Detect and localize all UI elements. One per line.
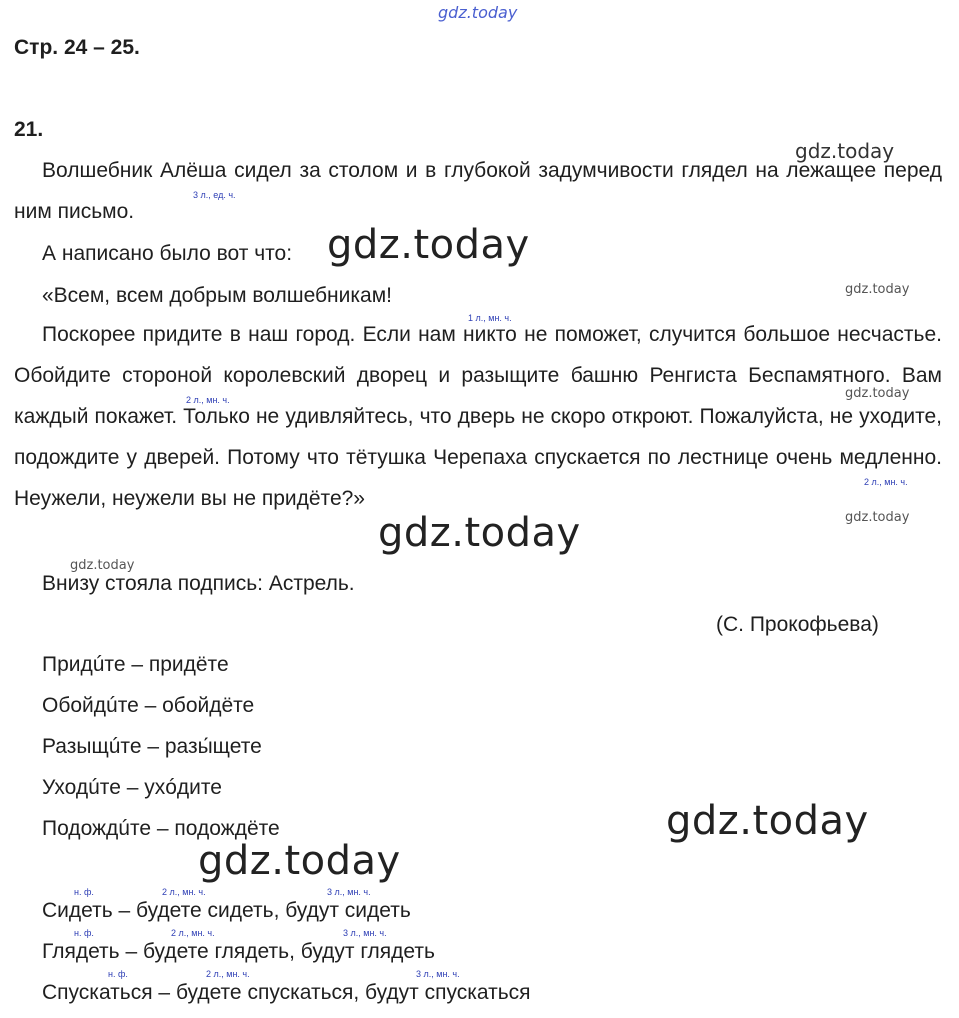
conjugation-line: Глядеть – будете глядеть, будут глядеть bbox=[42, 940, 435, 963]
watermark: gdz.today bbox=[795, 139, 895, 163]
story-signature: Внизу стояла подпись: Астрель. bbox=[42, 572, 355, 595]
grammar-note: 2 л., мн. ч. bbox=[171, 928, 215, 938]
task-number: 21. bbox=[14, 118, 44, 141]
verb-pair: Уходúте – ухóдите bbox=[42, 776, 222, 799]
page-reference: Стр. 24 – 25. bbox=[14, 36, 140, 59]
watermark: gdz.today bbox=[378, 510, 581, 556]
story-author: (С. Прокофьева) bbox=[716, 613, 879, 636]
grammar-note: 2 л., мн. ч. bbox=[206, 969, 250, 979]
grammar-note: 2 л., мн. ч. bbox=[162, 887, 206, 897]
watermark: gdz.today bbox=[666, 798, 869, 844]
grammar-note: 2 л., мн. ч. bbox=[864, 477, 908, 487]
grammar-note: 3 л., ед. ч. bbox=[193, 190, 236, 200]
verb-pair: Разыщúте – разы́щете bbox=[42, 735, 262, 758]
grammar-note: н. ф. bbox=[74, 928, 94, 938]
story-paragraph: Волшебник Алёша сидел за столом и в глубокой задумчивости глядел на лежащее перед ним письмо. bbox=[14, 159, 942, 223]
watermark: gdz.today bbox=[70, 558, 135, 573]
verb-pair: Подождúте – подождёте bbox=[42, 817, 280, 840]
watermark-top: gdz.today bbox=[438, 3, 518, 22]
watermark: gdz.today bbox=[327, 222, 530, 268]
watermark: gdz.today bbox=[198, 838, 401, 884]
grammar-note: 3 л., мн. ч. bbox=[343, 928, 387, 938]
grammar-note: 3 л., мн. ч. bbox=[416, 969, 460, 979]
grammar-note: н. ф. bbox=[74, 887, 94, 897]
verb-pair: Придúте – придёте bbox=[42, 653, 229, 676]
story-paragraph: «Всем, всем добрым волшебникам! bbox=[42, 284, 392, 307]
conjugation-line: Спускаться – будете спускаться, будут спускаться bbox=[42, 981, 531, 1004]
grammar-note: н. ф. bbox=[108, 969, 128, 979]
grammar-note: 1 л., мн. ч. bbox=[468, 313, 512, 323]
grammar-note: 3 л., мн. ч. bbox=[327, 887, 371, 897]
story-paragraph: А написано было вот что: bbox=[42, 242, 293, 265]
watermark: gdz.today bbox=[845, 510, 910, 525]
grammar-note: 2 л., мн. ч. bbox=[186, 395, 230, 405]
verb-pair: Обойдúте – обойдёте bbox=[42, 694, 255, 717]
story-paragraph: Поскорее придите в наш город. Если нам никто не поможет, случится большое несчастье. Обойдите стороной королевский дворец и разыщите башню Ренгиста Беспамятного. Вам каждый покажет. Только не удивляйтесь, что дверь не скоро откроют. Пожалуйста, не уходите, подождите у дверей. Потому что тётушка Черепаха спускается по лестнице очень медленно. Неужели, неужели вы не придёте?» bbox=[14, 323, 942, 510]
watermark: gdz.today bbox=[845, 282, 910, 297]
watermark: gdz.today bbox=[845, 386, 910, 401]
conjugation-line: Сидеть – будете сидеть, будут сидеть bbox=[42, 899, 411, 922]
